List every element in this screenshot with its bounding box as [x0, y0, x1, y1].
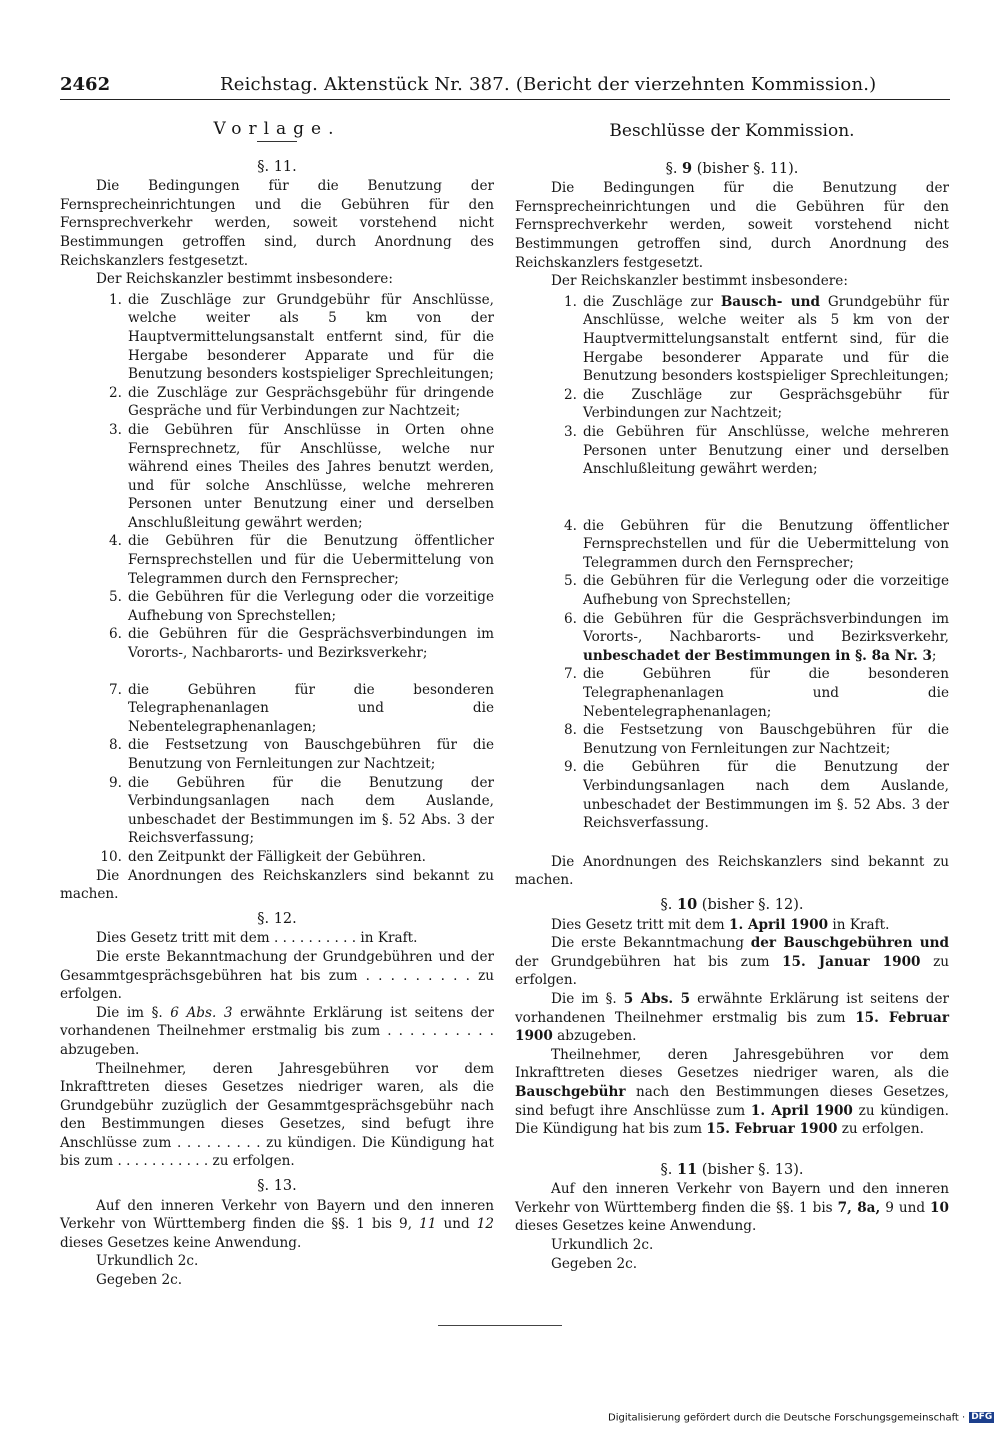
item-text: die Festsetzung von Bauschgebühren für die Benutzung von Fernleitungen zur Nachtzeit;	[583, 722, 949, 757]
column-beschluesse	[515, 120, 949, 1273]
provision-list	[515, 293, 949, 833]
text-run-bold: 10	[677, 895, 698, 913]
text-run: zu kündigen. Die Kündigung hat bis zum	[515, 1102, 949, 1138]
item-text: die Zuschläge zur Grundgebühr für Anschlüsse, welche weiter als 5 km von der Hauptvermittelungsanstalt entfernt sind, für die Hergabe besonderer Apparate und für die Benutzung besonders kostspieliger Sprechleitungen;	[128, 291, 494, 383]
paragraph: Theilnehmer, deren Jahresgebühren vor dem Inkrafttreten dieses Gesetzes niedriger waren, als die Grundgebühr zuzüglich der Gesammtgesprächsgebühr nach den Bestimmungen dieses Gesetzes, sind befugt ihre Anschlüsse zum . . . . . . . . . zu kündigen. Die Kündigung hat bis zum . . . . . . . . . . . zu erfolgen.	[60, 1060, 494, 1170]
item-text: die Gebühren für die Benutzung der Verbindungsanlagen nach dem Auslande, unbeschadet der Bestimmungen im §. 52 Abs. 3 der Reichsverfassung.	[583, 759, 949, 832]
text-run: (bisher §. 12).	[701, 896, 804, 913]
provision-list	[60, 291, 494, 867]
text-run-bold: 1. April 1900	[750, 1102, 853, 1119]
item-text: die Gebühren für die Gesprächsverbindungen im Vororts-, Nachbarorts- und Bezirksverkehr,	[583, 610, 949, 646]
text-run-bold: 10	[930, 1199, 949, 1216]
section-title	[515, 896, 949, 915]
paragraph: Die Anordnungen des Reichskanzlers sind bekannt zu machen.	[515, 853, 949, 889]
text-run: der Grundgebühren hat bis zum	[515, 953, 770, 970]
item-text: die Gebühren für die Benutzung öffentlicher Fernsprechstellen und für die Uebermittelung von Telegrammen durch den Fernsprecher;	[128, 533, 494, 587]
section-title: §. 13.	[257, 1178, 297, 1195]
text-run-bold: Bauschgebühr	[515, 1083, 626, 1100]
item-number: 10.	[100, 848, 122, 865]
paragraph: Die Anordnungen des Reichskanzlers sind bekannt zu machen.	[60, 867, 494, 903]
item-text: die Zuschläge zur Gesprächsgebühr für Verbindungen zur Nachtzeit;	[583, 386, 949, 422]
list-item	[60, 625, 494, 662]
column-vorlage	[60, 120, 494, 1290]
dfg-logo: DFG	[971, 1412, 993, 1422]
text-run: 9 und	[885, 1199, 926, 1216]
paragraph	[515, 990, 949, 1046]
item-text: die Zuschläge zur	[583, 293, 713, 310]
text-run: abzugeben.	[557, 1028, 637, 1045]
text-run-bold: der Bauschgebühren und	[750, 935, 949, 952]
item-text: die Gebühren für die Gesprächsverbindungen im Vororts-, Nachbarorts- und Bezirksverkehr;	[128, 626, 494, 662]
paragraph: Der Reichskanzler bestimmt insbesondere:	[96, 271, 393, 288]
page-header	[60, 66, 950, 100]
item-number: 4.	[109, 533, 122, 550]
item-text: die Gebühren für die Verlegung oder die vorzeitige Aufhebung von Sprechstellen;	[128, 589, 494, 624]
text-run-bold: 1. April 1900	[729, 916, 829, 933]
footer-text: Digitalisierung gefördert durch die Deutsche Forschungsgemeinschaft ·	[608, 1412, 966, 1424]
text-run: erwähnte Erklärung ist seitens der vorhandenen Theilnehmer erstmalig bis zum . . . . . . . . . . abzugeben.	[60, 1004, 494, 1058]
paragraph	[515, 1180, 949, 1236]
text-run: Dies Gesetz tritt mit dem	[551, 916, 725, 933]
item-number: 7.	[564, 666, 577, 683]
item-text-bold: Bausch- und	[720, 293, 820, 310]
list-item	[60, 588, 494, 625]
item-text: den Zeitpunkt der Fälligkeit der Gebühren.	[128, 848, 426, 865]
column-heading-beschluesse: Beschlüsse der Kommission.	[609, 121, 855, 141]
list-item	[515, 610, 949, 666]
text-run: in Kraft.	[832, 916, 890, 933]
paragraph: Die Bedingungen für die Benutzung der Fernsprecheinrichtungen und die Gebühren für den Fernsprechverkehr werden, soweit vorstehend nicht Bestimmungen getroffen sind, durch Anordnung des Reichskanzlers festgesetzt.	[60, 178, 494, 269]
text-run-bold: 15. Februar 1900	[515, 1009, 949, 1045]
item-text-bold: unbeschadet der Bestimmungen in §. 8a Nr. 3	[583, 647, 932, 664]
text-run: (bisher §. 13).	[701, 1161, 804, 1178]
list-item	[515, 517, 949, 573]
item-text: die Zuschläge zur Gesprächsgebühr für dringende Gespräche und für Verbindungen zur Nachtzeit;	[128, 384, 494, 420]
section-title	[515, 160, 949, 179]
item-number: 3.	[564, 423, 577, 440]
list-item	[60, 774, 494, 848]
paragraph: Die erste Bekanntmachung der Grundgebühren und der Gesammtgesprächsgebühren hat bis zum . . . . . . . . . zu erfolgen.	[60, 948, 494, 1003]
list-item	[60, 681, 494, 737]
text-run: nach den Bestimmungen dieses Gesetzes, sind befugt ihre Anschlüsse zum	[515, 1083, 949, 1119]
paragraph	[515, 916, 949, 935]
item-text: die Gebühren für die besonderen Telegraphenanlagen und die Nebentelegraphenanlagen;	[128, 681, 494, 735]
item-number: 7.	[109, 681, 122, 698]
paragraph	[515, 934, 949, 990]
item-text: Grundgebühr für Anschlüsse, welche weiter als 5 km von der Hauptvermittelungsanstalt entfernt sind, für die Hergabe besonderer Apparate und für die Benutzung besonders kostspieliger Sprechleitungen;	[583, 293, 949, 385]
item-number: 9.	[564, 759, 577, 776]
page-number: 2462	[60, 74, 111, 95]
text-run: zu erfolgen.	[515, 953, 949, 989]
item-text: ;	[931, 647, 937, 664]
list-item	[515, 665, 949, 721]
text-run: erwähnte Erklärung ist seitens der vorhandenen Theilnehmer erstmalig bis zum	[515, 990, 950, 1026]
text-run-bold: 5 Abs. 5	[623, 990, 691, 1007]
text-run: §.	[660, 1161, 673, 1178]
running-title: Reichstag. Aktenstück Nr. 387. (Bericht der vierzehnten Kommission.)	[220, 74, 877, 95]
list-item	[60, 736, 494, 773]
text-run-bold: 7, 8a,	[837, 1199, 881, 1216]
list-item	[60, 421, 494, 533]
item-text: die Gebühren für die Verlegung oder die vorzeitige Aufhebung von Sprechstellen;	[583, 573, 949, 609]
item-number: 2.	[564, 386, 577, 403]
text-run-emphasis: 12	[476, 1216, 495, 1233]
item-number: 5.	[564, 573, 577, 590]
item-number: 3.	[109, 421, 122, 438]
text-run: Die im §.	[551, 990, 617, 1007]
list-item	[60, 532, 494, 588]
list-item	[515, 758, 949, 832]
paragraph	[60, 1004, 494, 1060]
text-run: Die im §.	[96, 1004, 163, 1021]
list-item	[60, 384, 494, 421]
item-number: 9.	[109, 774, 122, 791]
text-run: (bisher §. 11).	[696, 160, 799, 177]
signature-line: Urkundlich 2c.	[551, 1237, 654, 1254]
section-title	[515, 1161, 949, 1180]
text-run: und	[443, 1216, 470, 1233]
text-run-emphasis: 6 Abs. 3	[170, 1004, 233, 1021]
list-item	[515, 386, 949, 423]
column-heading-vorlage: Vorlage.	[213, 119, 341, 139]
item-number: 6.	[564, 610, 577, 627]
text-run-bold: 9	[682, 159, 693, 177]
text-run: zu erfolgen.	[841, 1121, 924, 1138]
header-rule	[60, 99, 950, 100]
text-run-bold: 11	[677, 1160, 698, 1178]
paragraph: Der Reichskanzler bestimmt insbesondere:	[551, 273, 848, 290]
digitization-notice	[608, 1412, 994, 1424]
item-number: 6.	[109, 626, 122, 643]
item-text: die Gebühren für die Benutzung der Verbindungsanlagen nach dem Auslande, unbeschadet der Bestimmungen im §. 52 Abs. 3 der Reichsverfassung;	[128, 774, 494, 847]
end-rule	[438, 1325, 562, 1326]
list-item	[515, 423, 949, 479]
section-title: §. 12.	[257, 910, 297, 927]
list-item	[515, 293, 949, 386]
text-run: Die erste Bekanntmachung	[551, 935, 744, 952]
list-item	[60, 291, 494, 384]
text-run: Auf den inneren Verkehr von Bayern und den inneren Verkehr von Württemberg finden die §§. 1 bis 9,	[60, 1197, 494, 1233]
item-number: 1.	[564, 293, 577, 310]
text-run-emphasis: 11	[419, 1216, 437, 1233]
text-run: §.	[665, 160, 678, 177]
paragraph: Dies Gesetz tritt mit dem . . . . . . . . . . in Kraft.	[96, 930, 418, 947]
item-text: die Gebühren für Anschlüsse in Orten ohne Fernsprechnetz, für Anschlüsse, welche nur während eines Theiles des Jahres benutzt werden, und für solche Anschlüsse, welche mehreren Personen unter Benutzung einer und derselben Anschlußleitung gewährt werden;	[128, 421, 494, 531]
item-number: 5.	[109, 589, 122, 606]
heading-rule	[257, 141, 297, 142]
list-item	[60, 848, 494, 867]
item-text: die Festsetzung von Bauschgebühren für die Benutzung von Fernleitungen zur Nachtzeit;	[128, 737, 494, 772]
item-number: 8.	[109, 737, 122, 754]
signature-line: Gegeben 2c.	[551, 1255, 638, 1272]
text-run-bold: 15. Februar 1900	[706, 1121, 838, 1138]
item-number: 1.	[109, 291, 122, 308]
paragraph	[60, 1197, 494, 1253]
item-text: die Gebühren für die Benutzung öffentlicher Fernsprechstellen und für die Uebermittelung von Telegrammen durch den Fernsprecher;	[583, 517, 949, 571]
text-run-bold: 15. Januar 1900	[782, 953, 921, 970]
signature-line: Urkundlich 2c.	[96, 1253, 199, 1270]
paragraph	[515, 1046, 949, 1139]
item-number: 2.	[109, 384, 122, 401]
text-run: dieses Gesetzes keine Anwendung.	[60, 1234, 302, 1251]
list-item	[515, 572, 949, 609]
signature-line: Gegeben 2c.	[96, 1272, 183, 1289]
text-run: §.	[660, 896, 673, 913]
paragraph: Die Bedingungen für die Benutzung der Fernsprecheinrichtungen und die Gebühren für den Fernsprechverkehr werden, soweit vorstehend nicht Bestimmungen getroffen sind, durch Anordnung des Reichskanzlers festgesetzt.	[515, 180, 949, 271]
item-text: die Gebühren für Anschlüsse, welche mehreren Personen unter Benutzung einer und derselben Anschlußleitung gewährt werden;	[583, 423, 949, 478]
text-run: Auf den inneren Verkehr von Bayern und den inneren Verkehr von Württemberg finden die §§. 1 bis	[515, 1181, 949, 1216]
item-number: 8.	[564, 722, 577, 739]
list-item	[515, 721, 949, 758]
section-title: §. 11.	[257, 158, 297, 175]
item-text: die Gebühren für die besonderen Telegraphenanlagen und die Nebentelegraphenanlagen;	[583, 666, 949, 720]
text-run: Theilnehmer, deren Jahresgebühren vor dem Inkrafttreten dieses Gesetzes niedriger waren, als die	[515, 1046, 949, 1082]
text-run: dieses Gesetzes keine Anwendung.	[515, 1218, 757, 1235]
item-number: 4.	[564, 517, 577, 534]
